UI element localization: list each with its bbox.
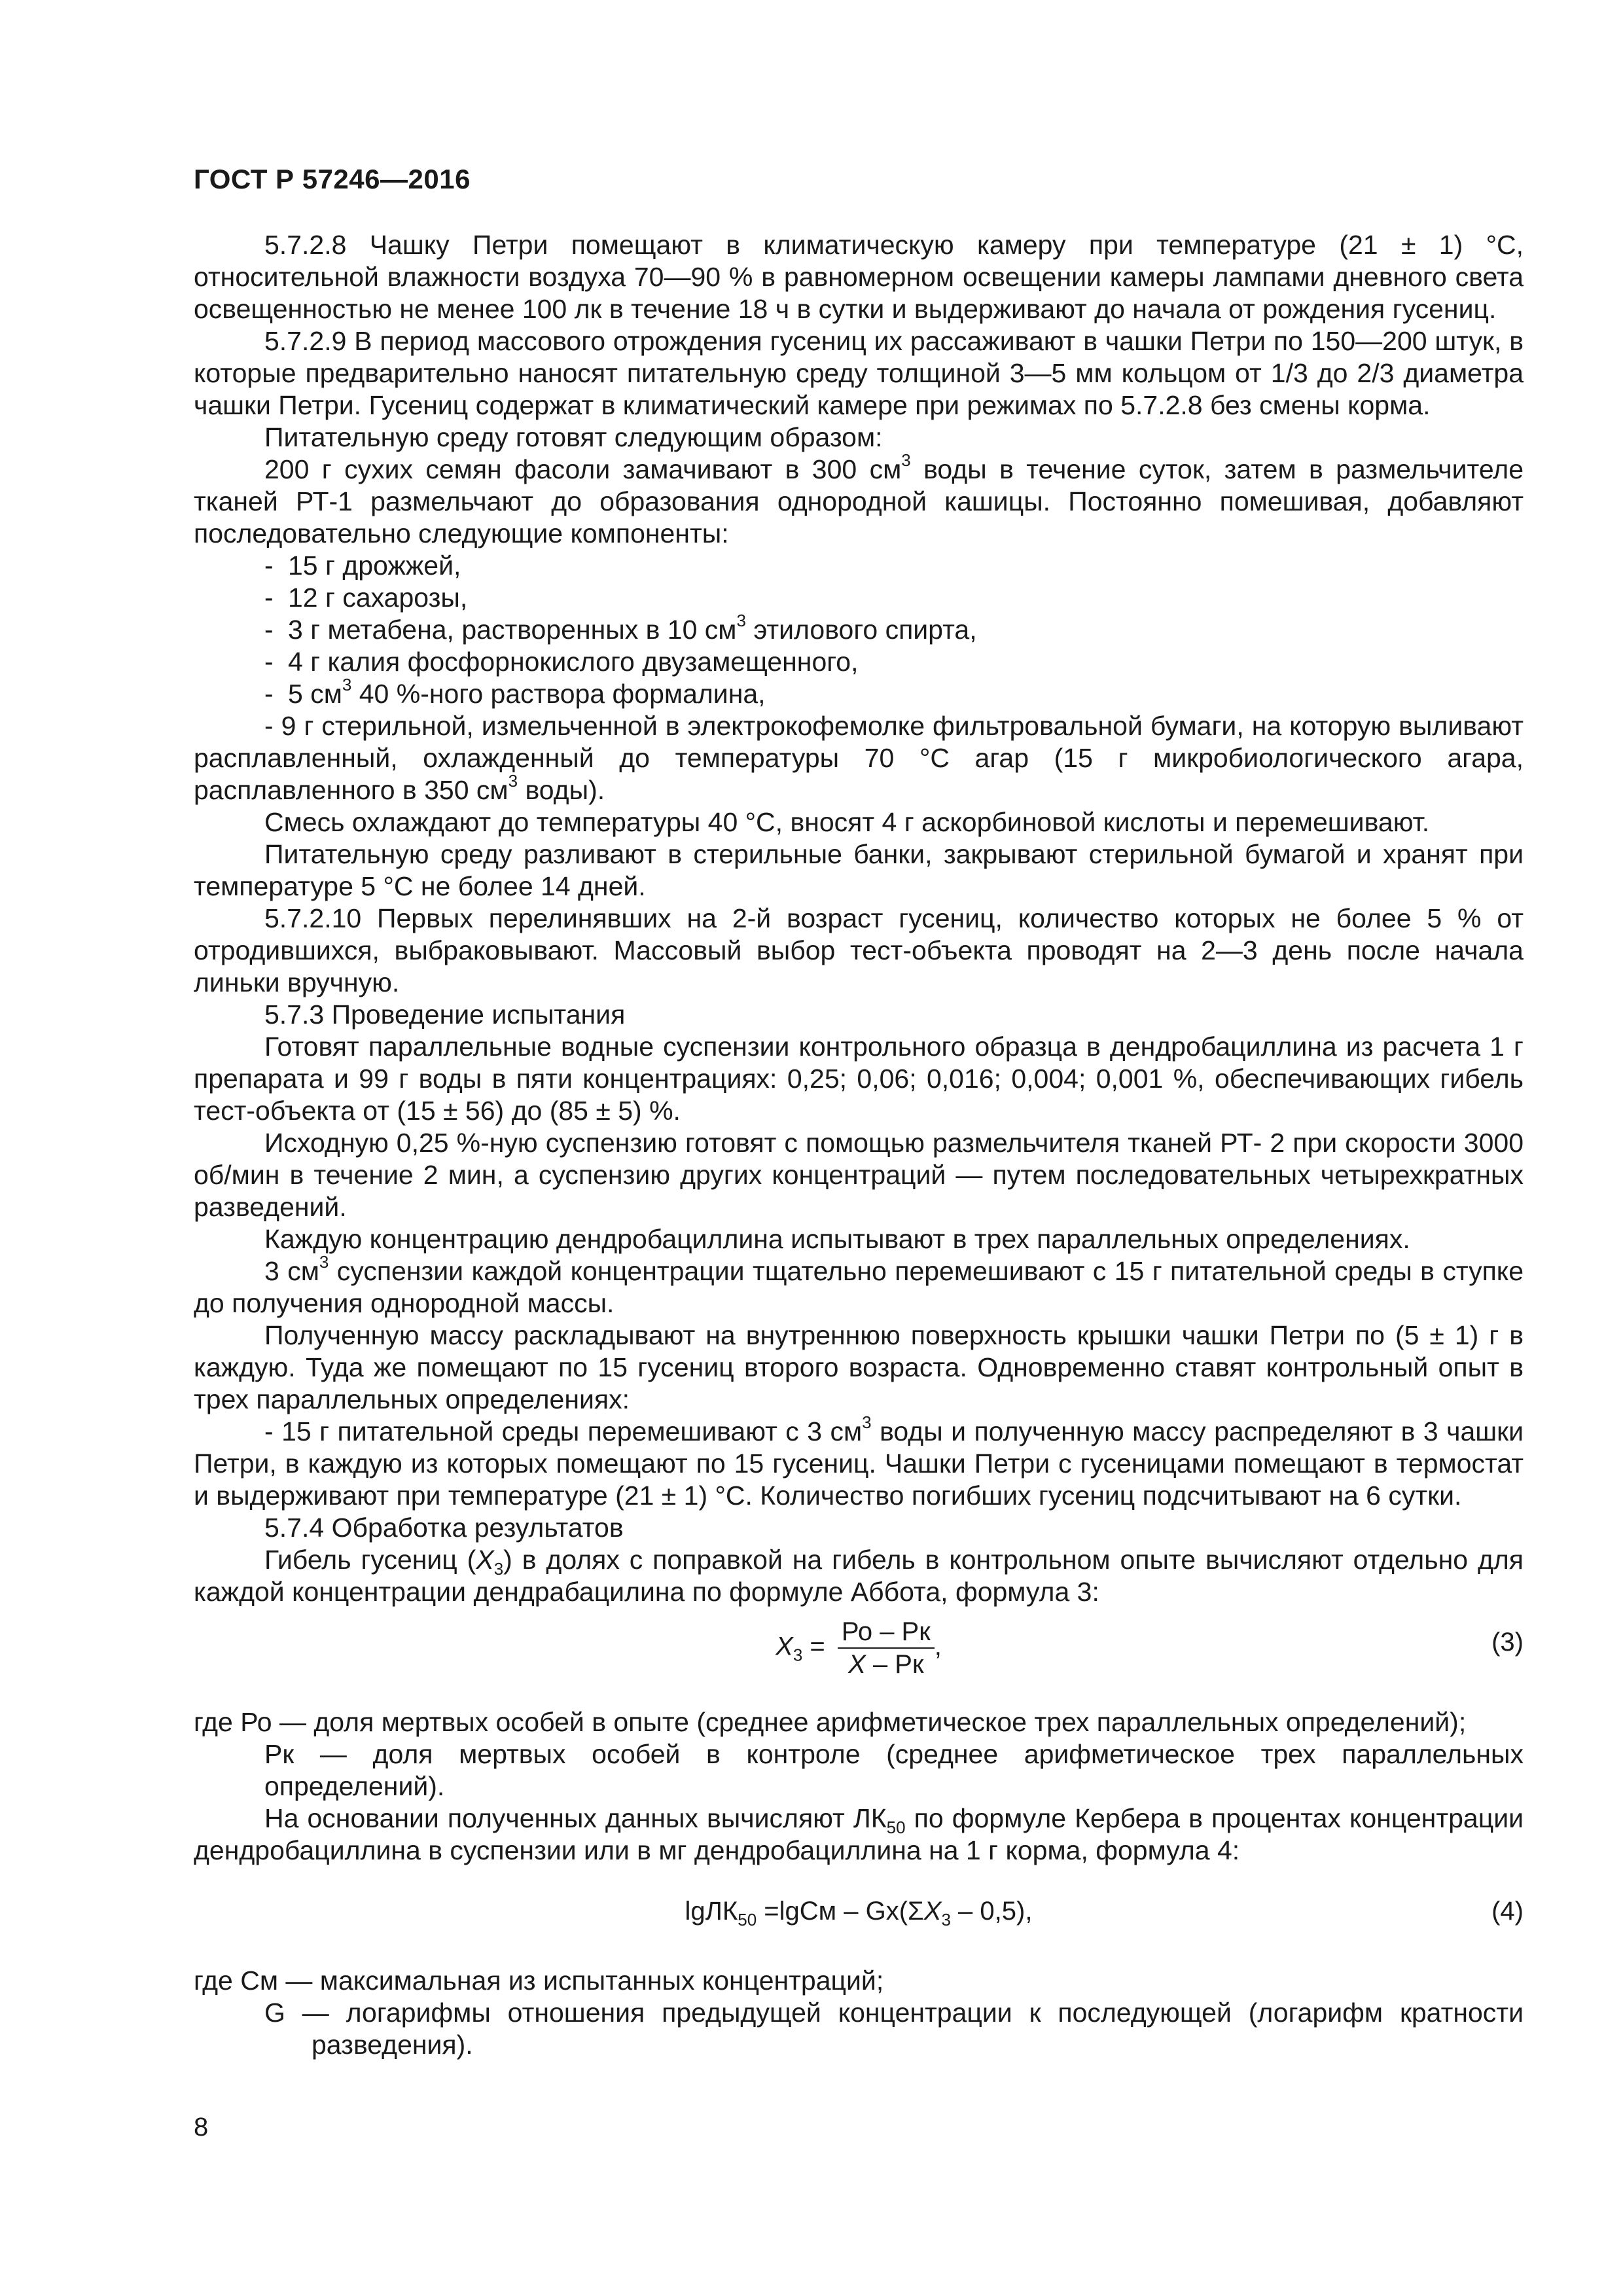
list-item: - 12 г сахарозы, [264, 583, 468, 613]
formula-3-expression: $X_3$ = $\frac{Ро - Рк}{X - Рк}$ , [776, 1617, 942, 1679]
document-body [194, 229, 1524, 2061]
paragraph-lk50: На основании полученных данных вычисляют $ЛК_{50}$ по формуле Кербера в процентах концентрации дендробациллина в суспензии или в мг дендробациллина на 1 г корма, формула 4: [194, 1803, 1524, 1865]
formula-4 [194, 1867, 1524, 1965]
equation-number-4: (4) [1491, 1897, 1524, 1926]
section-heading-5-7-4: 5.7.4 Обработка результатов [264, 1513, 624, 1543]
formula-4-where-cm: где См — максимальная из испытанных концентраций; [194, 1965, 884, 1996]
formula-4-expression: $\lg ЛК_{50} =\lg См - Gх(\Sigma X_3 - 0,5)$, [685, 1897, 1033, 1929]
formula-3 [194, 1608, 1524, 1706]
equation-number-3: (3) [1491, 1628, 1524, 1657]
paragraph-mortality: Гибель гусениц $(X_3)$ в долях с поправкой на гибель в контрольном опыте вычисляют отдельно для каждой концентрации дендрабацилина по формуле Аббота, формула 3: [194, 1545, 1524, 1607]
document-header: ГОСТ Р 57246—2016 [194, 164, 471, 194]
paragraph-storage: Питательную среду разливают в стерильные банки, закрывают стерильной бумагой и хранят при температуре 5 °С не более 14 дней. [194, 839, 1524, 901]
formula-3-fraction: $\frac{Ро - Рк}{X - Рк}$ [838, 1616, 935, 1680]
formula-4-where-g: G — логарифмы отношения предыдущей концентрации к последующей (логарифм кратности разведения). [264, 1998, 1524, 2060]
paragraph-beans: 200 г сухих семян фасоли замачивают в 300 $см^3$ воды в течение суток, затем в размельчителе тканей РТ-1 размельчают до образования однородной кашицы. Постоянно помешивая, добавляют последовательно следующие компоненты: [194, 450, 1524, 548]
page-number: 8 [194, 2113, 209, 2142]
list-item: - 15 г дрожжей, [264, 550, 461, 581]
list-item: - 9 г стерильной, измельченной в электрокофемолке фильтровальной бумаги, на которую выливают расплавленный, охлажденный до температуры 70 °С агар (15 г микробиологического агара, расплавленного в 350 $см^3$ воды). [194, 711, 1524, 805]
paragraph-5-7-2-9: 5.7.2.9 В период массового отрождения гусениц их рассаживают в чашки Петри по 150—200 штук, в которые предварительно наносят питательную среду толщиной 3—5 мм кольцом от 1/3 до 2/3 диаметра чашки Петри. Гусениц содержат в климатический камере при режимах по 5.7.2.8 без смены корма. [194, 326, 1524, 420]
paragraph-placement: Полученную массу раскладывают на внутреннюю поверхность крышки чашки Петри по (5 ± 1) г в каждую. Туда же помещают по 15 гусениц второго возраста. Одновременно ставят контрольный опыт в трех параллельных определениях: [194, 1320, 1524, 1414]
list-item: - 5 $см^3$ 40 %-ного раствора формалина, [264, 675, 766, 709]
list-item: - 4 г калия фосфорнокислого двузамещенного, [264, 647, 859, 677]
formula-3-where-po: где Ро — доля мертвых особей в опыте (среднее арифметическое трех параллельных определений); [194, 1707, 1467, 1737]
paragraph-mixing: 3 $см^3$ суспензии каждой концентрации тщательно перемешивают с 15 г питательной среды в ступке до получения однородной массы. [194, 1252, 1524, 1318]
section-heading-5-7-3: 5.7.3 Проведение испытания [264, 999, 626, 1030]
paragraph-5-7-2-8: 5.7.2.8 Чашку Петри помещают в климатическую камеру при температуре (21 ± 1) °С, относительной влажности воздуха 70—90 % в равномерном освещении камеры лампами дневного света освещенностью не менее 100 лк в течение 18 ч в сутки и выдерживают до начала от рождения гусениц. [194, 230, 1524, 324]
paragraph-5-7-2-10: 5.7.2.10 Первых перелинявших на 2-й возраст гусениц, количество которых не более 5 % от отродившихся, выбраковывают. Массовый выбор тест-объекта проводят на 2—3 день после начала линьки вручную. [194, 903, 1524, 997]
list-item: - 3 г метабена, растворенных в 10 $см^3$ этилового спирта, [264, 611, 977, 645]
paragraph-cooling: Смесь охлаждают до температуры 40 °С, вносят 4 г аскорбиновой кислоты и перемешивают. [264, 807, 1430, 837]
formula-3-where-pk: Рк — доля мертвых особей в контроле (среднее арифметическое трех параллельных определений). [264, 1739, 1524, 1801]
paragraph-medium-intro: Питательную среду готовят следующим образом: [264, 422, 883, 452]
paragraph-suspensions: Готовят параллельные водные суспензии контрольного образца в дендробациллина из расчета 1 г препарата и 99 г воды в пяти концентрациях: 0,25; 0,06; 0,016; 0,004; 0,001 %, обеспечивающих гибель тест-объекта от (15 ± 56) до (85 ± 5) %. [194, 1031, 1524, 1126]
paragraph-parallel: Каждую концентрацию дендробациллина испытывают в трех параллельных определениях. [264, 1224, 1410, 1254]
paragraph-initial-suspension: Исходную 0,25 %-ную суспензию готовят с помощью размельчителя тканей РТ- 2 при скорости 3000 об/мин в течение 2 мин, а суспензию других концентраций — путем последовательных четырехкратных разведений. [194, 1128, 1524, 1222]
paragraph-control: - 15 г питательной среды перемешивают с 3 $см^3$ воды и полученную массу распределяют в 3 чашки Петри, в каждую из которых помещают по 15 гусениц. Чашки Петри с гусеницами помещают в термостат и выдерживают при температуре (21 ± 1) °С. Количество погибших гусениц подсчитывают на 6 сутки. [194, 1412, 1524, 1511]
